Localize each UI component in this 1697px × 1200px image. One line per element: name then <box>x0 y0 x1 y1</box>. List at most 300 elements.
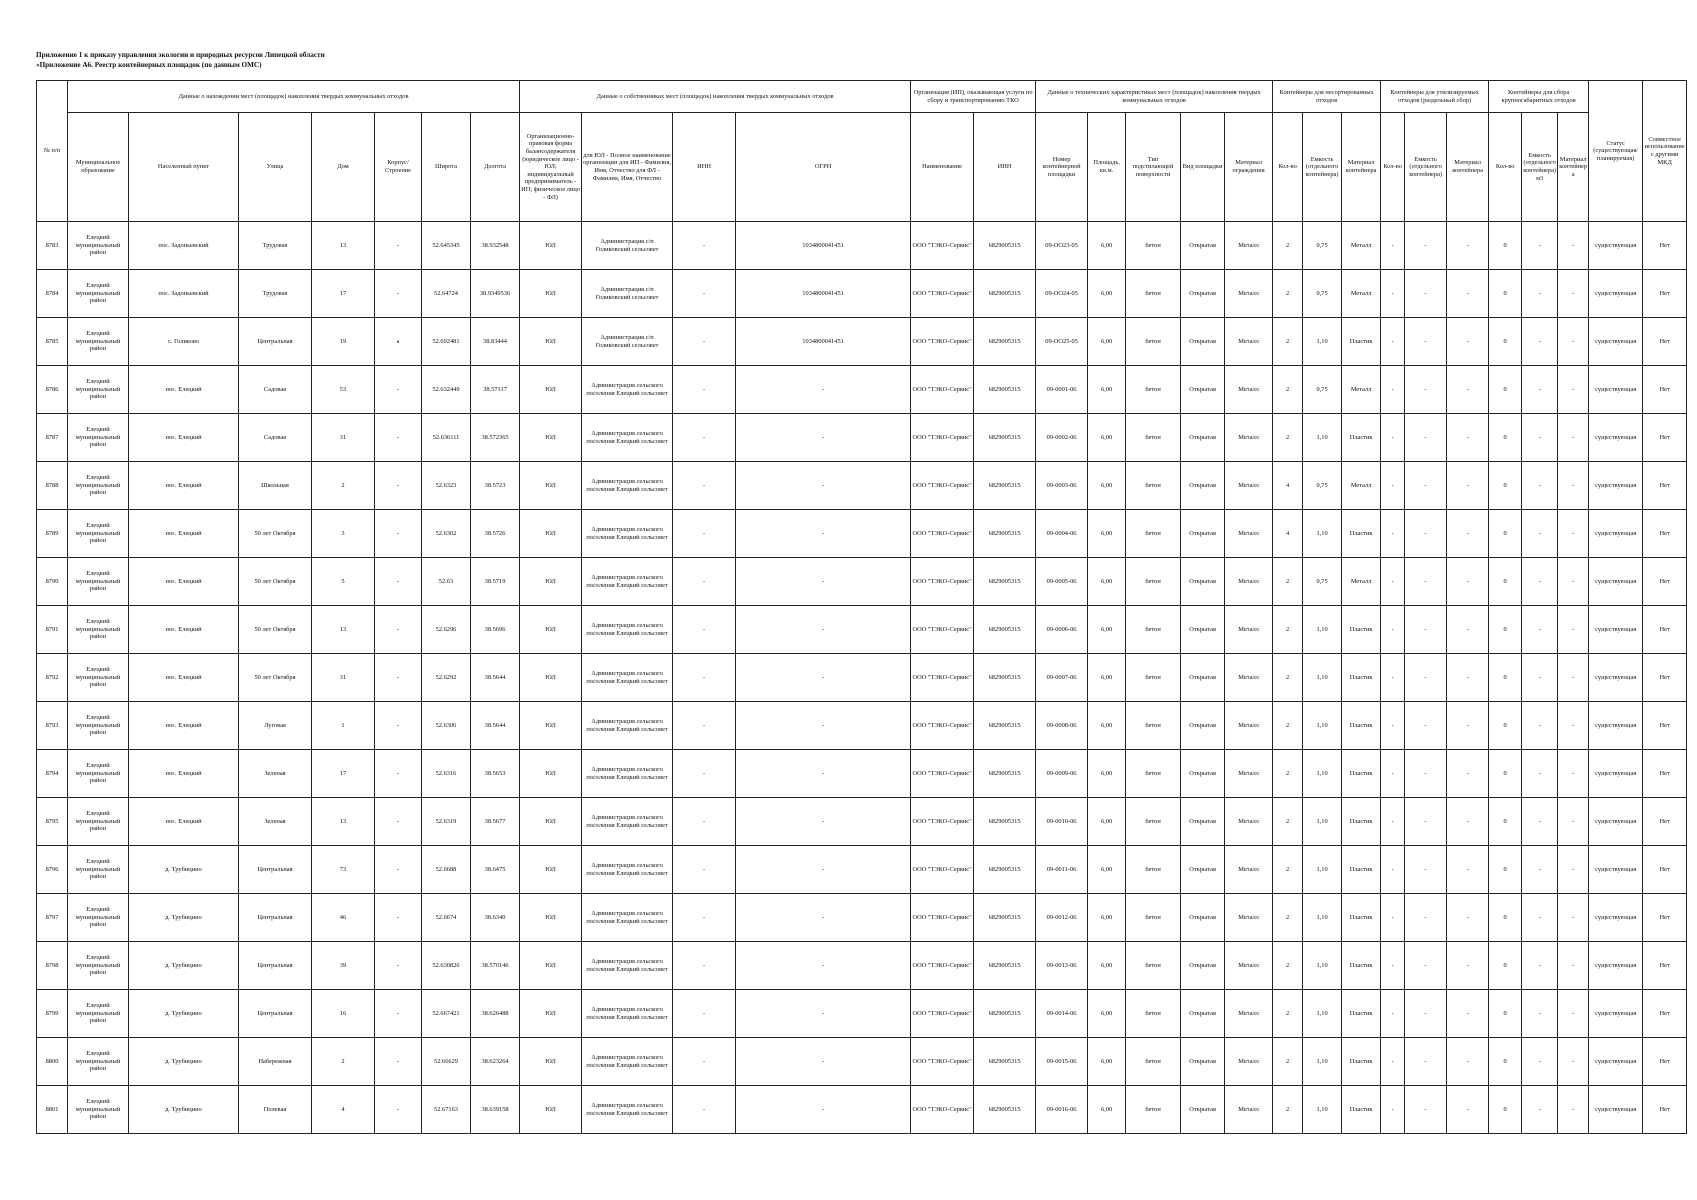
table-cell: 4 <box>1273 510 1303 558</box>
table-cell: 8795 <box>37 798 68 846</box>
table-cell: ООО "ТЭКО-Сервис" <box>911 606 974 654</box>
table-cell: 38.623264 <box>471 1038 520 1086</box>
table-cell: - <box>1381 462 1405 510</box>
table-cell: Открытая <box>1181 462 1225 510</box>
table-cell: бетон <box>1126 1086 1181 1134</box>
table-cell: - <box>1447 1086 1489 1134</box>
table-cell: 6,00 <box>1088 366 1126 414</box>
table-cell: Открытая <box>1181 606 1225 654</box>
table-cell: - <box>673 1038 736 1086</box>
table-cell: Пластик <box>1342 798 1381 846</box>
table-cell: ООО "ТЭКО-Сервис" <box>911 750 974 798</box>
table-cell: 3 <box>312 510 375 558</box>
table-cell: пос. Елецкий <box>129 750 239 798</box>
table-cell: ООО "ТЭКО-Сервис" <box>911 558 974 606</box>
table-cell: Администрация сельского поселения Елецкий сельсовет <box>582 798 673 846</box>
table-cell: 8787 <box>37 414 68 462</box>
table-cell: Елецкий муниципальный район <box>68 366 129 414</box>
table-cell: - <box>1558 318 1589 366</box>
table-cell: Металл <box>1225 846 1273 894</box>
table-cell: - <box>1381 222 1405 270</box>
table-cell: 50 лет Октября <box>239 654 312 702</box>
table-cell: - <box>673 414 736 462</box>
table-cell: 1034800041451 <box>736 270 911 318</box>
table-cell: - <box>1522 318 1558 366</box>
table-cell: - <box>1405 702 1447 750</box>
table-row <box>37 558 1687 606</box>
table-cell: Елецкий муниципальный район <box>68 750 129 798</box>
table-cell: 8784 <box>37 270 68 318</box>
table-cell: 6,00 <box>1088 414 1126 462</box>
table-cell: - <box>1405 270 1447 318</box>
table-cell: 1,10 <box>1303 1086 1342 1134</box>
table-row <box>37 990 1687 1038</box>
table-cell: Металл <box>1225 654 1273 702</box>
table-cell: пос. Задоньевский <box>129 270 239 318</box>
header-group-row <box>37 81 1687 113</box>
header-group-recyclable-containers: Контейнеры для утилизируемых отходов (раздельный сбор) <box>1381 81 1489 113</box>
header-shared-use: Совместное использование с другими МКД <box>1643 81 1687 222</box>
table-cell: ЮЛ <box>520 462 582 510</box>
table-cell: ЮЛ <box>520 414 582 462</box>
table-cell: 0 <box>1489 318 1522 366</box>
table-cell: 17 <box>312 750 375 798</box>
table-cell: 6829005315 <box>974 558 1036 606</box>
table-cell: 52.6319 <box>422 798 471 846</box>
table-cell: 0 <box>1489 222 1522 270</box>
table-cell: 38.5723 <box>471 462 520 510</box>
table-cell: - <box>673 606 736 654</box>
column-header: ОГРН <box>736 113 911 222</box>
table-cell: 6829005315 <box>974 990 1036 1038</box>
column-header: Наименование <box>911 113 974 222</box>
table-cell: - <box>1381 702 1405 750</box>
table-cell: 8797 <box>37 894 68 942</box>
table-cell: Елецкий муниципальный район <box>68 270 129 318</box>
table-cell: - <box>1558 606 1589 654</box>
table-cell: Елецкий муниципальный район <box>68 894 129 942</box>
table-cell: 6829005315 <box>974 366 1036 414</box>
table-cell: - <box>1447 366 1489 414</box>
table-cell: Школьная <box>239 462 312 510</box>
table-cell: Металл <box>1342 462 1381 510</box>
table-cell: 0 <box>1489 366 1522 414</box>
table-cell: ООО "ТЭКО-Сервис" <box>911 222 974 270</box>
header-group-unsorted-containers: Контейнеры для несортированных отходов <box>1273 81 1381 113</box>
table-cell: - <box>375 366 422 414</box>
table-cell: - <box>673 846 736 894</box>
table-cell: 0 <box>1489 894 1522 942</box>
table-cell: 0,75 <box>1303 462 1342 510</box>
header-row-number: № п/п <box>37 81 68 222</box>
table-cell: Открытая <box>1181 1086 1225 1134</box>
column-header: для ЮЛ - Полное наименование организации для ИП - Фамилия, Имя, Отчество для ФЛ - Фамилия, Имя, Отчество <box>582 113 673 222</box>
table-cell: д. Трубицино <box>129 894 239 942</box>
column-header: Тип подстилающей поверхности <box>1126 113 1181 222</box>
table-cell: 0 <box>1489 798 1522 846</box>
table-cell: Металл <box>1225 1038 1273 1086</box>
table-cell: Открытая <box>1181 318 1225 366</box>
table-cell: - <box>673 990 736 1038</box>
column-header: Материал контейнера <box>1447 113 1489 222</box>
table-cell: 53 <box>312 366 375 414</box>
table-cell: - <box>1522 702 1558 750</box>
table-cell: - <box>1381 990 1405 1038</box>
table-cell: 50 лет Октября <box>239 558 312 606</box>
table-cell: Елецкий муниципальный район <box>68 558 129 606</box>
table-cell: 0 <box>1489 942 1522 990</box>
table-cell: Пластик <box>1342 1086 1381 1134</box>
table-cell: 2 <box>1273 1086 1303 1134</box>
table-row <box>37 222 1687 270</box>
table-cell: Нет <box>1643 1038 1687 1086</box>
table-cell: - <box>1405 846 1447 894</box>
table-cell: - <box>1522 654 1558 702</box>
table-cell: Пластик <box>1342 1038 1381 1086</box>
table-cell: 31 <box>312 654 375 702</box>
table-cell: 6,00 <box>1088 702 1126 750</box>
table-cell: 39 <box>312 942 375 990</box>
table-row <box>37 1086 1687 1134</box>
table-cell: - <box>1405 462 1447 510</box>
table-cell: 6,00 <box>1088 222 1126 270</box>
table-cell: Елецкий муниципальный район <box>68 1086 129 1134</box>
table-cell: 8792 <box>37 654 68 702</box>
table-row <box>37 942 1687 990</box>
table-cell: 09-0005-06 <box>1036 558 1088 606</box>
table-cell: Открытая <box>1181 654 1225 702</box>
table-cell: Администрация сельского поселения Елецкий сельсовет <box>582 414 673 462</box>
table-cell: Металл <box>1225 270 1273 318</box>
table-cell: 50 лет Октября <box>239 510 312 558</box>
table-cell: 6829005315 <box>974 222 1036 270</box>
table-cell: - <box>1447 942 1489 990</box>
table-cell: ЮЛ <box>520 702 582 750</box>
table-cell: Елецкий муниципальный район <box>68 942 129 990</box>
table-cell: 2 <box>1273 270 1303 318</box>
table-cell: 6829005315 <box>974 318 1036 366</box>
table-cell: - <box>1381 1038 1405 1086</box>
table-cell: существующая <box>1589 1038 1643 1086</box>
column-header: Емкость (отдельного контейнера) <box>1405 113 1447 222</box>
table-cell: 8793 <box>37 702 68 750</box>
table-cell: Елецкий муниципальный район <box>68 222 129 270</box>
table-cell: Елецкий муниципальный район <box>68 798 129 846</box>
table-cell: 0 <box>1489 1038 1522 1086</box>
table-cell: Нет <box>1643 222 1687 270</box>
table-cell: существующая <box>1589 558 1643 606</box>
table-cell: ЮЛ <box>520 942 582 990</box>
table-row <box>37 702 1687 750</box>
table-cell: 19 <box>312 318 375 366</box>
table-cell: 38.5644 <box>471 654 520 702</box>
table-cell: 31 <box>312 414 375 462</box>
table-cell: 4 <box>312 1086 375 1134</box>
table-cell: Пластик <box>1342 318 1381 366</box>
table-cell: существующая <box>1589 414 1643 462</box>
table-cell: Металл <box>1225 894 1273 942</box>
table-cell: 38.572365 <box>471 414 520 462</box>
table-cell: - <box>1381 318 1405 366</box>
table-cell: Нет <box>1643 702 1687 750</box>
table-cell: - <box>736 1086 911 1134</box>
table-cell: 52.6296 <box>422 606 471 654</box>
table-cell: - <box>1447 270 1489 318</box>
table-cell: 4 <box>1273 462 1303 510</box>
table-cell: ООО "ТЭКО-Сервис" <box>911 894 974 942</box>
table-cell: 8788 <box>37 462 68 510</box>
table-cell: ЮЛ <box>520 270 582 318</box>
table-cell: - <box>1447 462 1489 510</box>
table-cell: - <box>375 798 422 846</box>
table-cell: - <box>1381 750 1405 798</box>
table-cell: 6829005315 <box>974 846 1036 894</box>
table-cell: - <box>1381 654 1405 702</box>
table-cell: - <box>1447 846 1489 894</box>
table-cell: Открытая <box>1181 846 1225 894</box>
table-cell: Металл <box>1225 366 1273 414</box>
column-header: ИНН <box>974 113 1036 222</box>
table-cell: ЮЛ <box>520 318 582 366</box>
table-cell: 0,75 <box>1303 558 1342 606</box>
table-cell: существующая <box>1589 942 1643 990</box>
table-cell: Центральная <box>239 990 312 1038</box>
container-sites-registry-table <box>36 80 1687 1134</box>
table-cell: - <box>375 654 422 702</box>
table-cell: 2 <box>1273 798 1303 846</box>
table-cell: д. Трубицино <box>129 942 239 990</box>
table-cell: - <box>1381 942 1405 990</box>
table-cell: Елецкий муниципальный район <box>68 510 129 558</box>
table-cell: Центральная <box>239 846 312 894</box>
table-cell: 1 <box>312 702 375 750</box>
table-cell: существующая <box>1589 654 1643 702</box>
table-cell: - <box>1381 366 1405 414</box>
table-cell: 09-ОО25-05 <box>1036 318 1088 366</box>
table-cell: ЮЛ <box>520 222 582 270</box>
table-cell: Администрация сельского поселения Елецкий сельсовет <box>582 846 673 894</box>
table-cell: 38.6475 <box>471 846 520 894</box>
table-cell: - <box>375 894 422 942</box>
table-cell: - <box>1558 654 1589 702</box>
table-cell: бетон <box>1126 366 1181 414</box>
table-cell: - <box>1405 942 1447 990</box>
table-cell: - <box>1558 558 1589 606</box>
table-cell: 8791 <box>37 606 68 654</box>
header-columns-row <box>37 113 1687 222</box>
table-cell: пос. Елецкий <box>129 798 239 846</box>
table-cell: - <box>375 942 422 990</box>
table-cell: - <box>1522 1038 1558 1086</box>
table-cell: существующая <box>1589 462 1643 510</box>
table-cell: Нет <box>1643 846 1687 894</box>
table-cell: - <box>1405 1086 1447 1134</box>
column-header: Материал контейнера <box>1558 113 1589 222</box>
document-header <box>36 51 325 70</box>
table-cell: 38.932548 <box>471 222 520 270</box>
table-cell: Металл <box>1225 942 1273 990</box>
table-cell: - <box>673 318 736 366</box>
table-cell: Нет <box>1643 990 1687 1038</box>
table-cell: 8800 <box>37 1038 68 1086</box>
table-cell: существующая <box>1589 990 1643 1038</box>
table-cell: 6829005315 <box>974 414 1036 462</box>
table-cell: 0,75 <box>1303 222 1342 270</box>
table-cell: 2 <box>1273 606 1303 654</box>
table-cell: Нет <box>1643 318 1687 366</box>
table-cell: 6,00 <box>1088 798 1126 846</box>
table-cell: 2 <box>1273 1038 1303 1086</box>
table-cell: 38.5677 <box>471 798 520 846</box>
table-cell: 0 <box>1489 654 1522 702</box>
table-cell: Елецкий муниципальный район <box>68 846 129 894</box>
table-cell: 6,00 <box>1088 510 1126 558</box>
table-cell: Нет <box>1643 750 1687 798</box>
table-cell: 0,75 <box>1303 366 1342 414</box>
table-cell: 1034800041451 <box>736 318 911 366</box>
table-cell: Нет <box>1643 1086 1687 1134</box>
table-cell: - <box>736 414 911 462</box>
table-cell: 6,00 <box>1088 750 1126 798</box>
table-cell: 38.57117 <box>471 366 520 414</box>
table-cell: 38.9349536 <box>471 270 520 318</box>
table-cell: - <box>1522 510 1558 558</box>
table-cell: ЮЛ <box>520 606 582 654</box>
table-cell: Пластик <box>1342 750 1381 798</box>
table-cell: 17 <box>312 270 375 318</box>
table-cell: - <box>375 750 422 798</box>
table-cell: - <box>673 750 736 798</box>
table-cell: бетон <box>1126 1038 1181 1086</box>
table-cell: - <box>1447 318 1489 366</box>
table-cell: - <box>1381 606 1405 654</box>
table-cell: - <box>1405 318 1447 366</box>
table-cell: существующая <box>1589 702 1643 750</box>
column-header: Кол-во <box>1381 113 1405 222</box>
table-cell: 0 <box>1489 1086 1522 1134</box>
table-cell: 09-0003-06 <box>1036 462 1088 510</box>
table-cell: 52.6292 <box>422 654 471 702</box>
table-cell: - <box>1522 1086 1558 1134</box>
table-cell: 13 <box>312 222 375 270</box>
column-header: Площадь, кв.м. <box>1088 113 1126 222</box>
table-cell: ООО "ТЭКО-Сервис" <box>911 942 974 990</box>
table-cell: ЮЛ <box>520 1086 582 1134</box>
table-cell: 0 <box>1489 606 1522 654</box>
table-cell: - <box>673 894 736 942</box>
table-cell: - <box>673 798 736 846</box>
table-cell: существующая <box>1589 366 1643 414</box>
table-cell: - <box>1558 462 1589 510</box>
table-cell: - <box>1381 894 1405 942</box>
table-cell: существующая <box>1589 1086 1643 1134</box>
table-cell: 6829005315 <box>974 942 1036 990</box>
table-cell: 52.692481 <box>422 318 471 366</box>
table-cell: - <box>736 510 911 558</box>
table-cell: - <box>1405 798 1447 846</box>
table-cell: пос. Елецкий <box>129 654 239 702</box>
table-cell: бетон <box>1126 558 1181 606</box>
table-cell: 1,10 <box>1303 798 1342 846</box>
column-header: Широта <box>422 113 471 222</box>
table-cell: - <box>1447 1038 1489 1086</box>
table-cell: бетон <box>1126 894 1181 942</box>
column-header: ИНН <box>673 113 736 222</box>
table-cell: - <box>1381 1086 1405 1134</box>
column-header: Вид площадки <box>1181 113 1225 222</box>
table-cell: - <box>673 702 736 750</box>
table-cell: существующая <box>1589 750 1643 798</box>
table-cell: 52.6302 <box>422 510 471 558</box>
table-cell: 2 <box>1273 654 1303 702</box>
table-cell: - <box>1522 846 1558 894</box>
table-cell: 46 <box>312 894 375 942</box>
table-row <box>37 654 1687 702</box>
table-cell: 6829005315 <box>974 654 1036 702</box>
table-cell: 6,00 <box>1088 1086 1126 1134</box>
table-cell: Администрация сельского поселения Елецкий сельсовет <box>582 654 673 702</box>
table-cell: 09-0001-06 <box>1036 366 1088 414</box>
table-cell: существующая <box>1589 798 1643 846</box>
table-cell: 0 <box>1489 414 1522 462</box>
table-cell: 1,10 <box>1303 942 1342 990</box>
table-cell: бетон <box>1126 510 1181 558</box>
table-cell: - <box>1405 558 1447 606</box>
table-cell: 09-0002-06 <box>1036 414 1088 462</box>
table-cell: существующая <box>1589 318 1643 366</box>
table-cell: - <box>1522 750 1558 798</box>
table-cell: 0 <box>1489 462 1522 510</box>
table-cell: Металл <box>1225 798 1273 846</box>
table-cell: - <box>1447 510 1489 558</box>
table-body <box>37 222 1687 1134</box>
table-cell: - <box>1447 702 1489 750</box>
table-cell: Администрация сельского поселения Елецкий сельсовет <box>582 366 673 414</box>
table-cell: ООО "ТЭКО-Сервис" <box>911 1086 974 1134</box>
table-cell: Металл <box>1225 222 1273 270</box>
table-cell: - <box>673 462 736 510</box>
table-cell: 6829005315 <box>974 894 1036 942</box>
table-cell: 09-0013-06 <box>1036 942 1088 990</box>
table-cell: - <box>375 606 422 654</box>
table-cell: ЮЛ <box>520 846 582 894</box>
table-cell: 0 <box>1489 270 1522 318</box>
table-cell: Зеленая <box>239 798 312 846</box>
table-cell: ЮЛ <box>520 990 582 1038</box>
table-row <box>37 366 1687 414</box>
table-cell: Металл <box>1225 750 1273 798</box>
table-cell: Пластик <box>1342 414 1381 462</box>
table-cell: - <box>736 750 911 798</box>
table-cell: - <box>1558 222 1589 270</box>
table-cell: - <box>736 606 911 654</box>
table-cell: Полевая <box>239 1086 312 1134</box>
table-cell: существующая <box>1589 894 1643 942</box>
table-cell: Металл <box>1225 990 1273 1038</box>
table-cell: бетон <box>1126 798 1181 846</box>
table-cell: - <box>375 1086 422 1134</box>
table-cell: 6,00 <box>1088 462 1126 510</box>
column-header: Населенный пункт <box>129 113 239 222</box>
table-cell: - <box>673 270 736 318</box>
table-cell: 38.626488 <box>471 990 520 1038</box>
table-cell: 38.5719 <box>471 558 520 606</box>
table-cell: - <box>1522 606 1558 654</box>
table-cell: Нет <box>1643 942 1687 990</box>
table-cell: 1,10 <box>1303 510 1342 558</box>
table-cell: 52.6316 <box>422 750 471 798</box>
table-cell: бетон <box>1126 702 1181 750</box>
